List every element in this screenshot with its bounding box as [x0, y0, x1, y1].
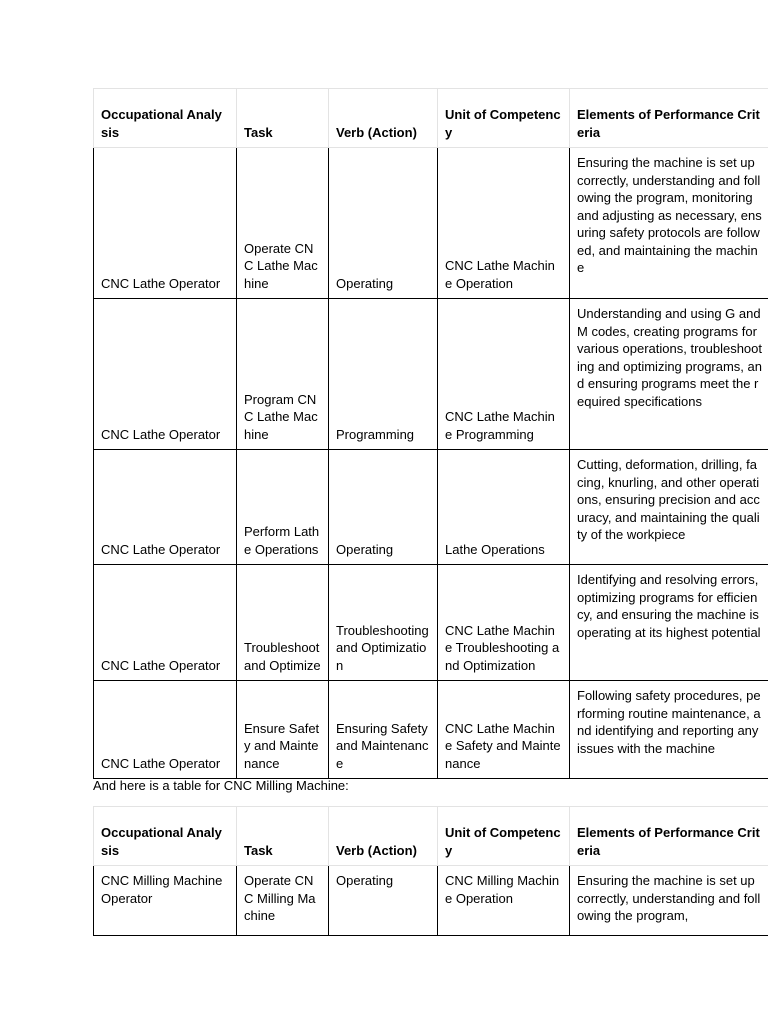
cell-verb-action: Operating: [329, 450, 438, 565]
header-occupational-analysis: Occupational Analysis: [94, 807, 237, 866]
header-unit-of-competency: Unit of Competency: [438, 89, 570, 148]
cell-task: Program CNC Lathe Machine: [237, 299, 329, 450]
header-unit-of-competency: Unit of Competency: [438, 807, 570, 866]
cell-occupational-analysis: CNC Lathe Operator: [94, 148, 237, 299]
cell-task: Ensure Safety and Maintenance: [237, 681, 329, 779]
cell-unit-of-competency: CNC Lathe Machine Troubleshooting and Optimization: [438, 565, 570, 681]
milling-competency-table: [93, 806, 768, 936]
cell-occupational-analysis: CNC Lathe Operator: [94, 450, 237, 565]
header-performance-criteria: Elements of Performance Criteria: [570, 89, 768, 148]
cell-performance-criteria: Ensuring the machine is set up correctly, understanding and following the program,: [570, 866, 768, 936]
lathe-competency-table: [93, 88, 768, 779]
cell-performance-criteria: Ensuring the machine is set up correctly, understanding and following the program, monitoring and adjusting as necessary, ensuring safety protocols are followed, and maintaining the machine: [570, 148, 768, 299]
header-verb-action: Verb (Action): [329, 89, 438, 148]
cell-verb-action: Troubleshooting and Optimization: [329, 565, 438, 681]
cell-occupational-analysis: CNC Milling Machine Operator: [94, 866, 237, 936]
cell-verb-action: Ensuring Safety and Maintenance: [329, 681, 438, 779]
cell-unit-of-competency: CNC Lathe Machine Operation: [438, 148, 570, 299]
header-task: Task: [237, 807, 329, 866]
cell-verb-action: Operating: [329, 148, 438, 299]
cell-occupational-analysis: CNC Lathe Operator: [94, 299, 237, 450]
cell-task: Perform Lathe Operations: [237, 450, 329, 565]
table-header-row: [94, 89, 768, 148]
cell-occupational-analysis: CNC Lathe Operator: [94, 681, 237, 779]
cell-unit-of-competency: CNC Lathe Machine Programming: [438, 299, 570, 450]
header-performance-criteria: Elements of Performance Criteria: [570, 807, 768, 866]
cell-verb-action: Operating: [329, 866, 438, 936]
table-row: [94, 681, 768, 779]
table-row: [94, 148, 768, 299]
cell-task: Troubleshoot and Optimize: [237, 565, 329, 681]
cell-occupational-analysis: CNC Lathe Operator: [94, 565, 237, 681]
milling-table-intro-text: And here is a table for CNC Milling Machine:: [93, 778, 349, 793]
cell-performance-criteria: Identifying and resolving errors, optimizing programs for efficiency, and ensuring the machine is operating at its highest potential: [570, 565, 768, 681]
cell-unit-of-competency: CNC Milling Machine Operation: [438, 866, 570, 936]
header-occupational-analysis: Occupational Analysis: [94, 89, 237, 148]
table-row: [94, 866, 768, 936]
cell-performance-criteria: Cutting, deformation, drilling, facing, knurling, and other operations, ensuring precision and accuracy, and maintaining the quality of the workpiece: [570, 450, 768, 565]
cell-task: Operate CNC Milling Machine: [237, 866, 329, 936]
cell-unit-of-competency: CNC Lathe Machine Safety and Maintenance: [438, 681, 570, 779]
header-verb-action: Verb (Action): [329, 807, 438, 866]
cell-performance-criteria: Following safety procedures, performing routine maintenance, and identifying and reporting any issues with the machine: [570, 681, 768, 779]
header-task: Task: [237, 89, 329, 148]
table-row: [94, 450, 768, 565]
cell-verb-action: Programming: [329, 299, 438, 450]
table-row: [94, 565, 768, 681]
table-header-row: [94, 807, 768, 866]
cell-unit-of-competency: Lathe Operations: [438, 450, 570, 565]
cell-performance-criteria: Understanding and using G and M codes, creating programs for various operations, troubleshooting and optimizing programs, and ensuring programs meet the required specifications: [570, 299, 768, 450]
table-row: [94, 299, 768, 450]
cell-task: Operate CNC Lathe Machine: [237, 148, 329, 299]
